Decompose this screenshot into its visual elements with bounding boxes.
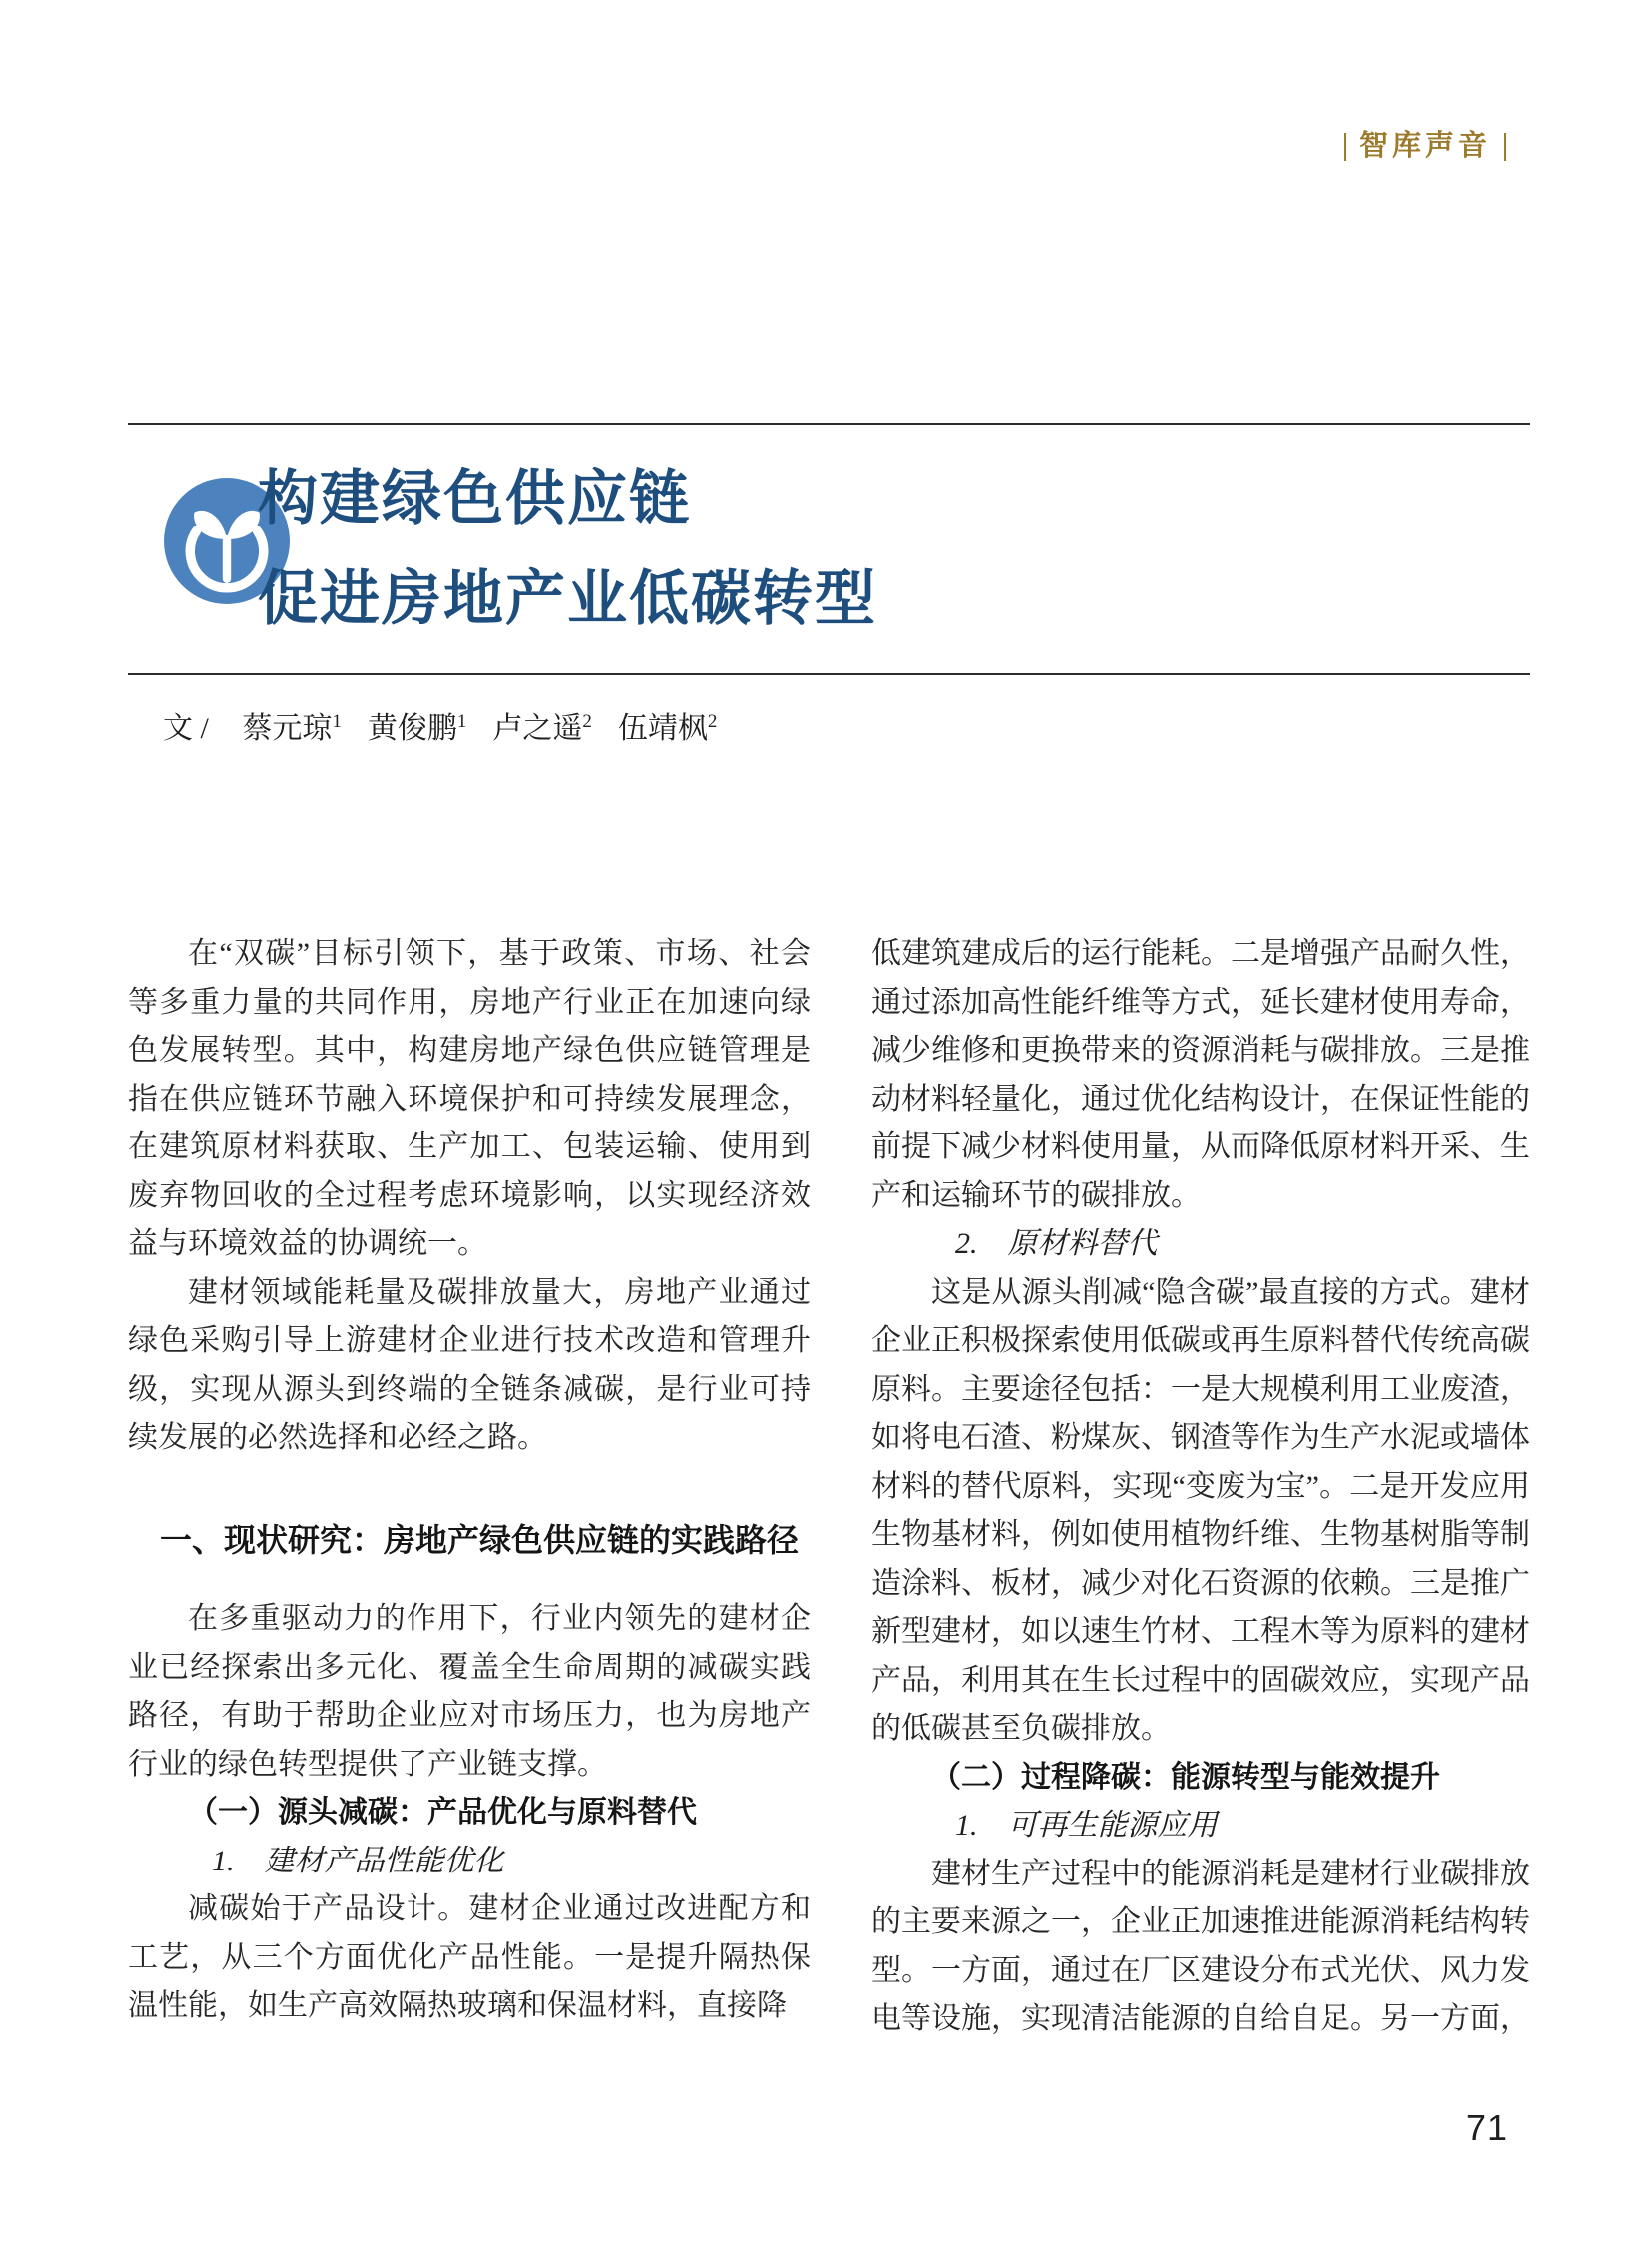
numbered-item-heading: 1. 可再生能源应用 xyxy=(955,1809,1218,1842)
header-top-rule xyxy=(128,423,1530,425)
page-number: 71 xyxy=(1466,2107,1509,2148)
author-affiliation-sup: 2 xyxy=(707,711,718,732)
right-column xyxy=(871,930,1530,2044)
column-tag-label: 智库声音 xyxy=(1358,130,1491,162)
column-tag xyxy=(1344,132,1506,161)
numbered-item-heading: 2. 原材料替代 xyxy=(955,1227,1158,1260)
tag-right-bar xyxy=(1504,133,1506,161)
article-title-line-1: 构建绿色供应链 xyxy=(258,465,691,532)
author-affiliation-sup: 2 xyxy=(582,711,592,732)
article-title xyxy=(258,449,877,649)
subsection-heading: （一）源头减碳：产品优化与原料替代 xyxy=(188,1796,697,1829)
paragraph: 这是从源头削减“隐含碳”最直接的方式。建材企业正积极探索使用低碳或再生原料替代传统高碳原料。主要途径包括：一是大规模利用工业废渣，如将电石渣、粉煤灰、钢渣等作为生产水泥或墙体材料的替代原料，实现“变废为宝”。二是开发应用生物基材料，例如使用植物纤维、生物基树脂等制造涂料、板材，减少对化石资源的依赖。三是推广新型建材，如以速生竹材、工程木等为原料的建材产品，利用其在生长过程中的固碳效应，实现产品的低碳甚至负碳排放。 xyxy=(871,1275,1530,1745)
section-heading: 一、现状研究：房地产绿色供应链的实践路径 xyxy=(160,1521,800,1558)
paragraph: 建材生产过程中的能源消耗是建材行业碳排放的主要来源之一，企业正加速推进能源消耗结构转型。一方面，通过在厂区建设分布式光伏、风力发电等设施，实现清洁能源的自给自足。另一方面， xyxy=(871,1857,1530,2035)
subsection-heading: （二）过程降碳：能源转型与能效提升 xyxy=(931,1760,1440,1794)
author-affiliation-sup: 1 xyxy=(456,711,467,732)
author-name: 卢之遥$^2$ xyxy=(492,711,592,745)
paragraph: 减碳始于产品设计。建材企业通过改进配方和工艺，从三个方面优化产品性能。一是提升隔热保温性能，如生产高效隔热玻璃和保温材料，直接降 xyxy=(128,1892,811,2022)
paragraph: 低建筑建成后的运行能耗。二是增强产品耐久性，通过添加高性能纤维等方式，延长建材使用寿命，减少维修和更换带来的资源消耗与碳排放。三是推动材料轻量化，通过优化结构设计，在保证性能的前提下减少材料使用量，从而降低原材料开采、生产和运输环节的碳排放。 xyxy=(871,937,1530,1212)
author-name: 蔡元琼$^1$ xyxy=(242,711,342,745)
author-name: 伍靖枫$^2$ xyxy=(617,711,718,745)
tag-left-bar xyxy=(1344,133,1346,161)
byline xyxy=(163,703,717,747)
paragraph: 在“双碳”目标引领下，基于政策、市场、社会等多重力量的共同作用，房地产行业正在加速向绿色发展转型。其中，构建房地产绿色供应链管理是指在供应链环节融入环境保护和可持续发展理念，在建筑原材料获取、生产加工、包装运输、使用到废弃物回收的全过程考虑环境影响，以实现经济效益与环境效益的协调统一。 xyxy=(128,937,811,1260)
header-bottom-rule xyxy=(128,673,1530,675)
byline-prefix: 文 / xyxy=(163,712,217,745)
numbered-item-heading: 1. 建材产品性能优化 xyxy=(212,1844,504,1877)
left-column xyxy=(128,930,811,2031)
article-title-line-2: 促进房地产业低碳转型 xyxy=(258,565,877,632)
author-affiliation-sup: 1 xyxy=(332,711,342,732)
paragraph: 在多重驱动力的作用下，行业内领先的建材企业已经探索出多元化、覆盖全生命周期的减碳实践路径，有助于帮助企业应对市场压力，也为房地产行业的绿色转型提供了产业链支撑。 xyxy=(128,1602,811,1781)
author-name: 黄俊鹏$^1$ xyxy=(367,711,467,745)
paragraph: 建材领域能耗量及碳排放量大，房地产业通过绿色采购引导上游建材企业进行技术改造和管理升级，实现从源头到终端的全链条减碳，是行业可持续发展的必然选择和必经之路。 xyxy=(128,1275,811,1454)
